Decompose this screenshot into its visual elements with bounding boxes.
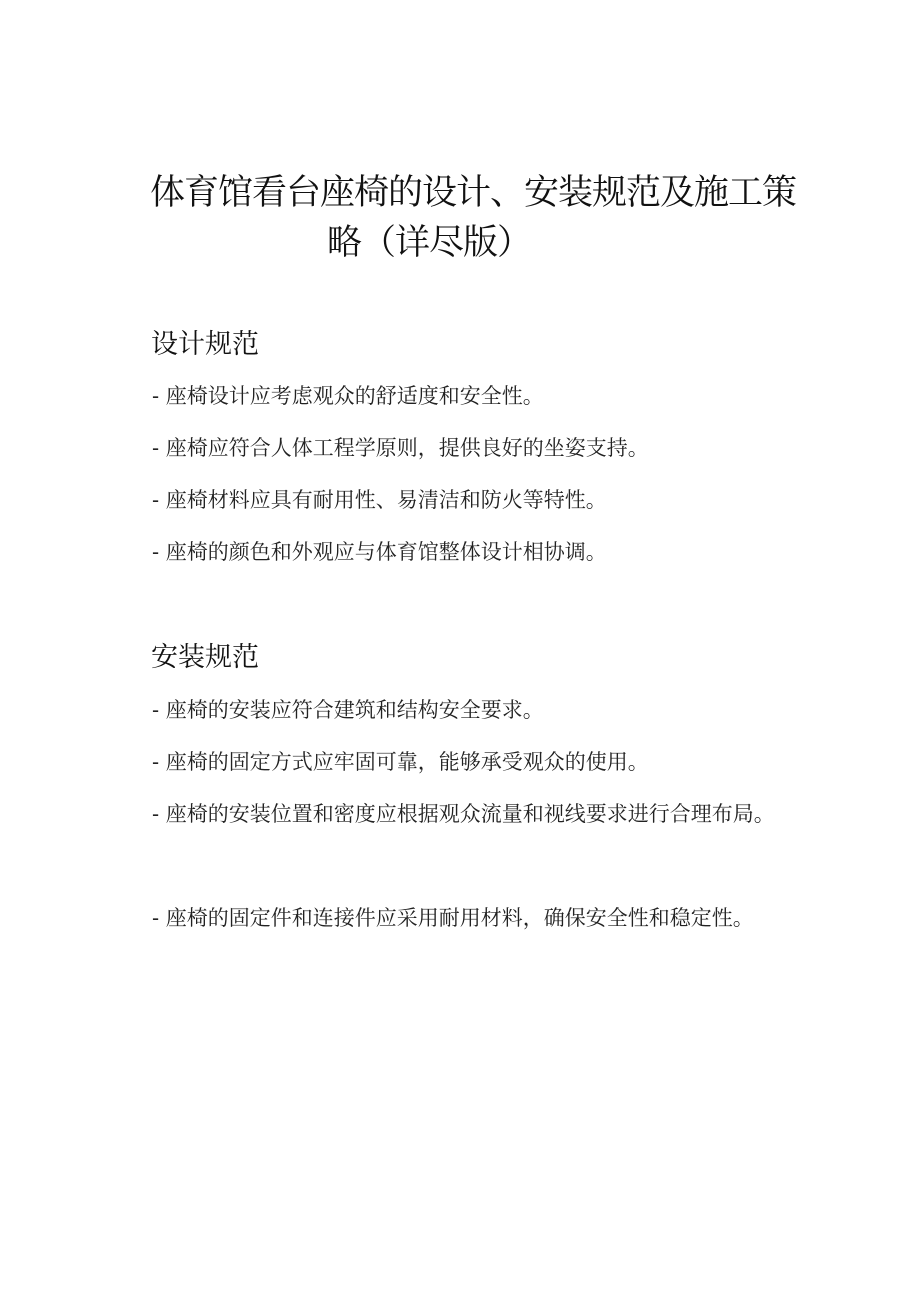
- list-item: - 座椅的安装位置和密度应根据观众流量和视线要求进行合理布局。: [152, 802, 775, 826]
- list-item: - 座椅设计应考虑观众的舒适度和安全性。: [152, 384, 544, 408]
- list-item: - 座椅的安装应符合建筑和结构安全要求。: [152, 698, 544, 722]
- list-item: - 座椅材料应具有耐用性、易清洁和防火等特性。: [152, 488, 607, 512]
- section-heading-design: 设计规范: [151, 329, 259, 360]
- list-item: - 座椅应符合人体工程学原则，提供良好的坐姿支持。: [152, 436, 649, 460]
- title-line-1: 体育馆看台座椅的设计、安装规范及施工策: [150, 173, 797, 213]
- document-title: [150, 168, 810, 268]
- title-line-2: 略（详尽版）: [327, 223, 532, 263]
- list-item: - 座椅的固定件和连接件应采用耐用材料，确保安全性和稳定性。: [152, 906, 754, 930]
- list-item: - 座椅的颜色和外观应与体育馆整体设计相协调。: [152, 540, 607, 564]
- list-item: - 座椅的固定方式应牢固可靠，能够承受观众的使用。: [152, 750, 649, 774]
- section-heading-installation: 安装规范: [151, 642, 259, 673]
